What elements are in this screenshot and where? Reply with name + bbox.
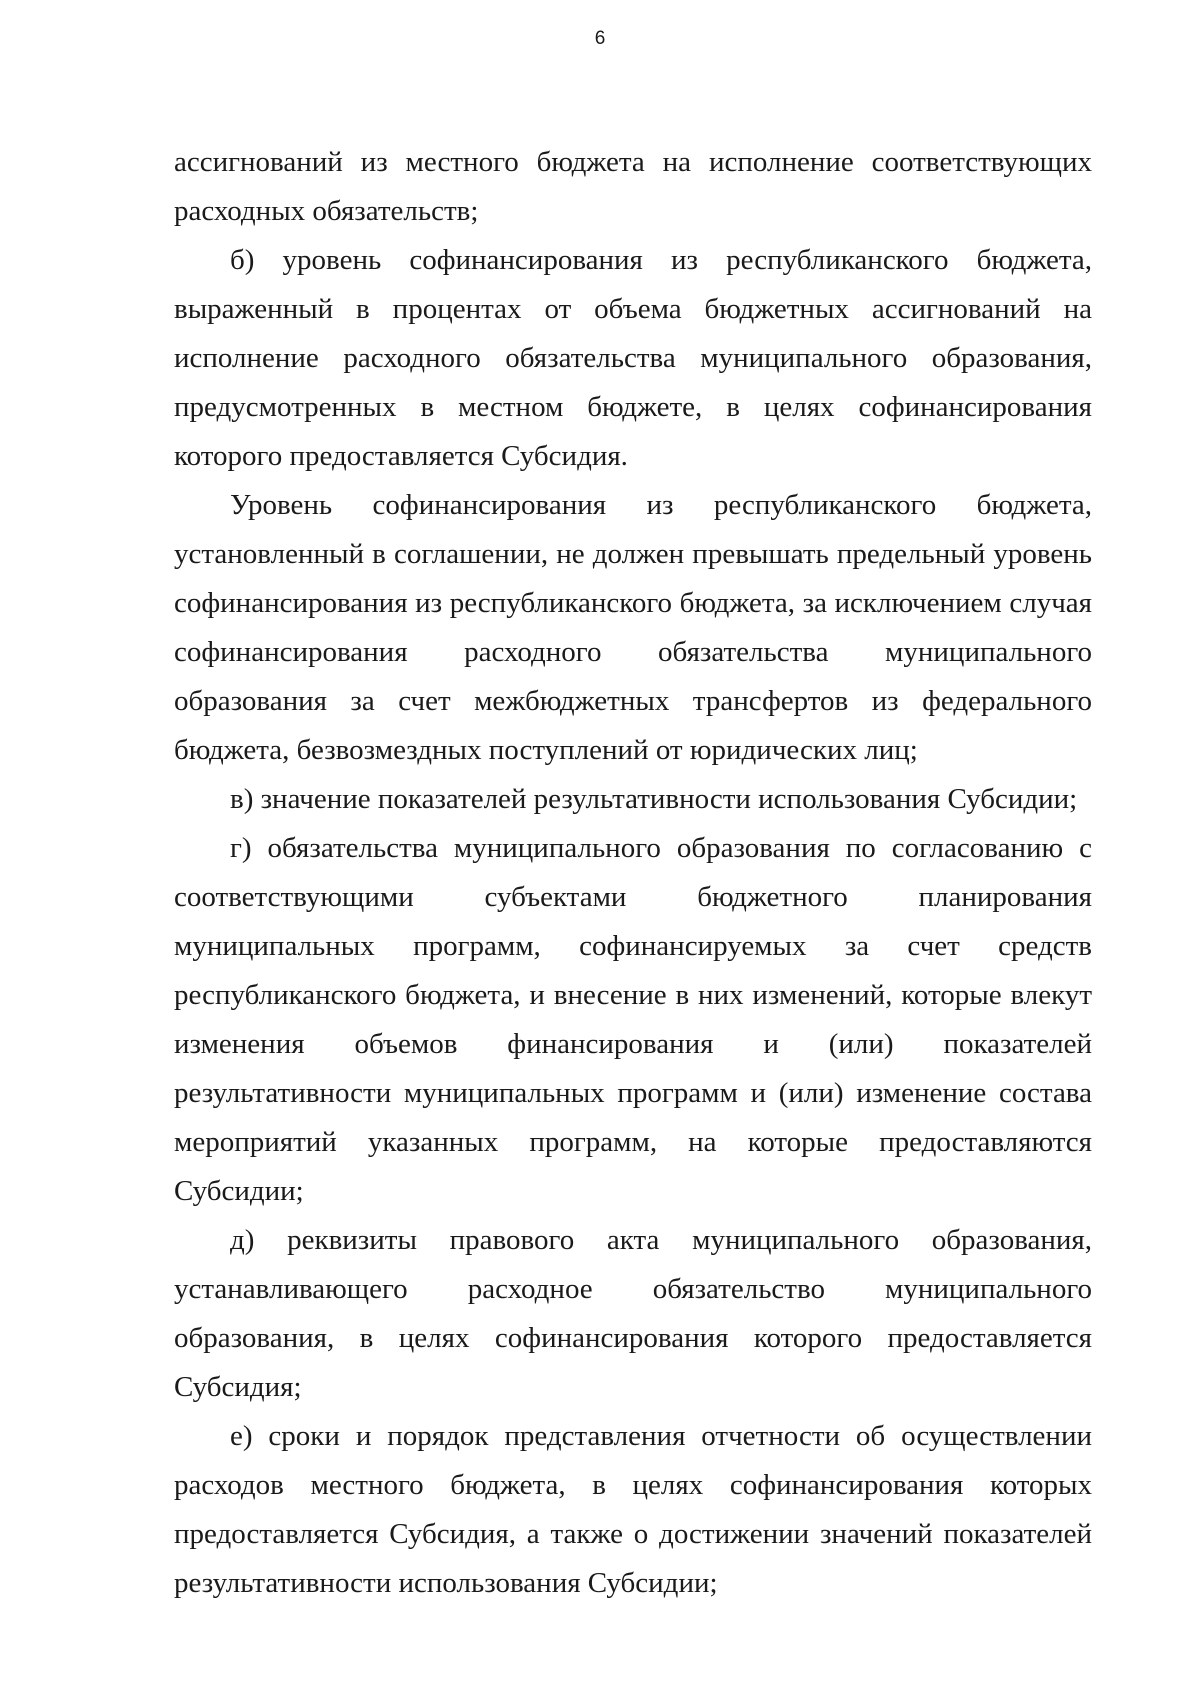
- paragraph-item-b: б) уровень софинансирования из республиканского бюджета, выраженный в процентах от объема бюджетных ассигнований на исполнение расходного обязательства муниципального образования, предусмотренных в местном бюджете, в целях софинансирования которого предоставляется Субсидия.: [174, 244, 1092, 472]
- paragraph-item-e: е) сроки и порядок представления отчетности об осуществлении расходов местного бюджета, в целях софинансирования которых предоставляется Субсидия, а также о достижении значений показателей результативности использования Субсидии;: [174, 1420, 1092, 1599]
- paragraph-item-v: в) значение показателей результативности использования Субсидии;: [230, 783, 1078, 815]
- paragraph-continuation: ассигнований из местного бюджета на исполнение соответствующих расходных обязательств;: [174, 146, 1092, 227]
- paragraph-item-g: г) обязательства муниципального образования по согласованию с соответствующими субъектами бюджетного планирования муниципальных программ, софинансируемых за счет средств республиканского бюджета, и внесение в них изменений, которые влекут изменения объемов финансирования и (или) показателей результативности муниципальных программ и (или) изменение состава мероприятий указанных программ, на которые предоставляются Субсидии;: [174, 832, 1092, 1207]
- paragraph-cofinancing-level: Уровень софинансирования из республиканского бюджета, установленный в соглашении, не должен превышать предельный уровень софинансирования из республиканского бюджета, за исключением случая софинансирования расходного обязательства муниципального образования за счет межбюджетных трансфертов из федерального бюджета, безвозмездных поступлений от юридических лиц;: [174, 489, 1092, 766]
- page-number: 6: [594, 28, 606, 49]
- paragraph-item-d: д) реквизиты правового акта муниципального образования, устанавливающего расходное обязательство муниципального образования, в целях софинансирования которого предоставляется Субсидия;: [174, 1224, 1092, 1403]
- document-body: [174, 138, 1092, 1608]
